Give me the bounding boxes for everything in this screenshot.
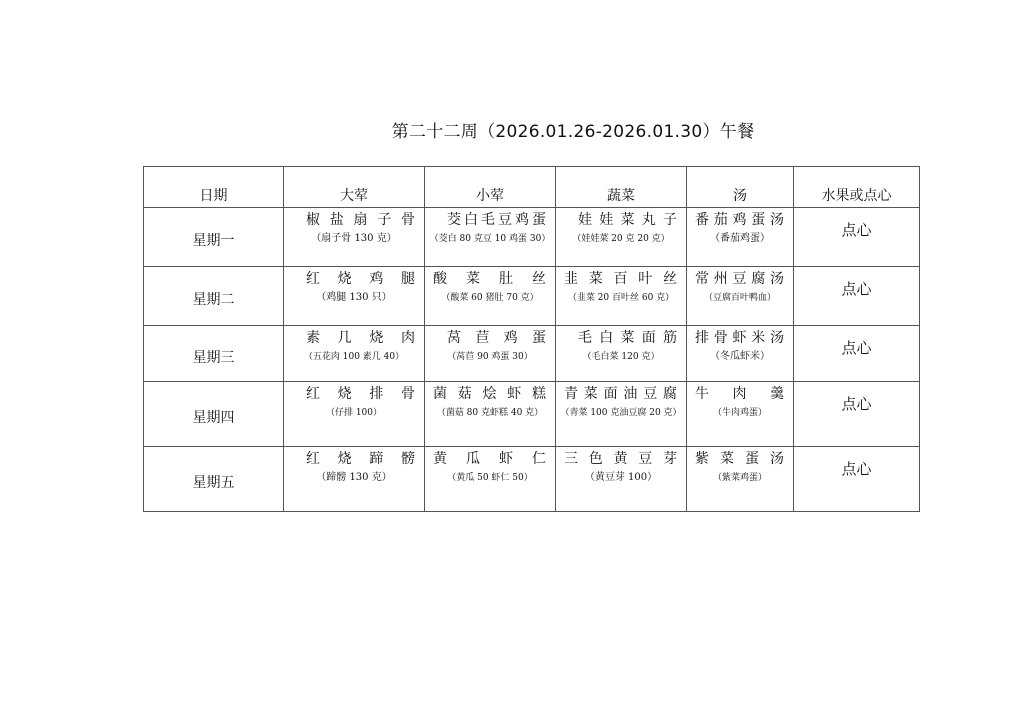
- dish-detail: （毛白菜 120 克）: [582, 352, 660, 362]
- snack-label: 点心: [841, 339, 872, 357]
- small-meat-cell: [425, 208, 556, 267]
- vegetable-cell: [556, 208, 687, 267]
- dish-name: 娃娃菜丸子: [578, 212, 678, 228]
- small-meat-cell: [425, 382, 556, 447]
- dish-detail: （黄瓜 50 虾仁 50）: [447, 473, 533, 483]
- dish-detail: （酸菜 60 猪肚 70 克）: [441, 293, 539, 303]
- dish-detail: （鸡腿 130 只）: [316, 292, 392, 303]
- day-cell: [144, 326, 284, 382]
- big-meat-cell: [284, 447, 425, 512]
- header-row: [144, 167, 920, 208]
- small-meat-cell: [425, 267, 556, 326]
- big-meat-cell: [284, 267, 425, 326]
- soup-cell: [687, 447, 794, 512]
- dish-detail: （青菜 100 克油豆腐 20 克）: [560, 408, 682, 418]
- snack-label: 点心: [841, 280, 872, 298]
- table-row: [144, 447, 920, 512]
- big-meat-cell: [284, 208, 425, 267]
- page-title: 第二十二周（2026.01.26-2026.01.30）午餐: [391, 122, 755, 142]
- dish-detail: （韭菜 20 百叶丝 60 克）: [567, 293, 675, 303]
- dish-name: 常州豆腐汤: [695, 271, 785, 287]
- small-meat-cell: [425, 447, 556, 512]
- day-label: 星期三: [192, 349, 235, 366]
- snack-label: 点心: [841, 395, 872, 413]
- dish-name: 番茄鸡蛋汤: [695, 212, 785, 228]
- soup-cell: [687, 267, 794, 326]
- big-meat-cell: [284, 326, 425, 382]
- snack-cell: [794, 447, 920, 512]
- day-cell: [144, 447, 284, 512]
- header-big-meat: 大荤: [284, 167, 425, 208]
- dish-detail: （番茄鸡蛋）: [710, 233, 770, 244]
- day-label: 星期四: [192, 410, 235, 426]
- dish-name: 牛肉羹: [695, 386, 785, 402]
- dish-name: 茭白毛豆鸡蛋: [447, 212, 547, 228]
- dish-detail: （豆腐百叶鸭血）: [703, 293, 776, 303]
- snack-cell: [794, 326, 920, 382]
- vegetable-cell: [556, 382, 687, 447]
- dish-name: 青菜面油豆腐: [564, 386, 678, 402]
- dish-detail: （仔排 100）: [325, 408, 383, 418]
- dish-detail: （冬瓜虾米）: [710, 351, 770, 362]
- dish-detail: （娃娃菜 20 克 20 克）: [572, 234, 670, 244]
- table-row: [144, 382, 920, 447]
- dish-detail: （扇子骨 130 克）: [311, 233, 397, 244]
- dish-name: 排骨虾米汤: [695, 330, 785, 346]
- dish-name: 椒盐扇子骨: [306, 212, 416, 228]
- header-soup: 汤: [687, 167, 794, 208]
- dish-name: 毛白菜面筋: [578, 330, 678, 346]
- snack-cell: [794, 382, 920, 447]
- snack-label: 点心: [841, 460, 872, 478]
- header-small-meat: 小荤: [425, 167, 556, 208]
- dish-name: 红烧鸡腿: [306, 271, 416, 287]
- snack-cell: [794, 208, 920, 267]
- soup-cell: [687, 208, 794, 267]
- dish-name: 黄瓜虾仁: [433, 451, 547, 467]
- snack-label: 点心: [841, 221, 872, 239]
- dish-detail: （五花肉 100 素几 40）: [303, 352, 405, 362]
- day-label: 星期五: [192, 475, 235, 491]
- dish-detail: （茭白 80 克豆 10 鸡蛋 30）: [429, 234, 551, 244]
- big-meat-cell: [284, 382, 425, 447]
- small-meat-cell: [425, 326, 556, 382]
- day-cell: [144, 382, 284, 447]
- vegetable-cell: [556, 326, 687, 382]
- lunch-menu-table: [143, 166, 920, 512]
- day-cell: [144, 267, 284, 326]
- dish-name: 莴苣鸡蛋: [447, 330, 547, 346]
- day-label: 星期二: [192, 292, 235, 308]
- dish-name: 红烧蹄髈: [306, 451, 416, 467]
- dish-detail: （蹄髈 130 克）: [316, 472, 392, 483]
- dish-name: 酸菜肚丝: [433, 271, 547, 287]
- vegetable-cell: [556, 267, 687, 326]
- snack-cell: [794, 267, 920, 326]
- dish-name: 紫菜蛋汤: [695, 451, 785, 467]
- day-label: 星期一: [192, 233, 235, 249]
- table-row: [144, 208, 920, 267]
- header-date: 日期: [144, 167, 284, 208]
- header-vegetable: 蔬菜: [556, 167, 687, 208]
- dish-detail: （牛肉鸡蛋）: [712, 408, 767, 418]
- table-row: [144, 267, 920, 326]
- dish-detail: （菌菇 80 克虾糕 40 克）: [436, 408, 544, 418]
- dish-detail: （黄豆芽 100）: [584, 472, 658, 483]
- dish-name: 三色黄豆芽: [564, 451, 678, 467]
- dish-name: 菌菇烩虾糕: [433, 386, 547, 402]
- day-cell: [144, 208, 284, 267]
- dish-detail: （紫菜鸡蛋）: [712, 473, 767, 483]
- dish-name: 素几烧肉: [306, 330, 416, 346]
- dish-name: 红烧排骨: [306, 386, 416, 402]
- vegetable-cell: [556, 447, 687, 512]
- soup-cell: [687, 326, 794, 382]
- header-fruit-or-snack: 水果或点心: [794, 167, 920, 208]
- soup-cell: [687, 382, 794, 447]
- dish-name: 韭菜百叶丝: [564, 271, 678, 287]
- table-row: [144, 326, 920, 382]
- dish-detail: （莴苣 90 鸡蛋 30）: [447, 352, 533, 362]
